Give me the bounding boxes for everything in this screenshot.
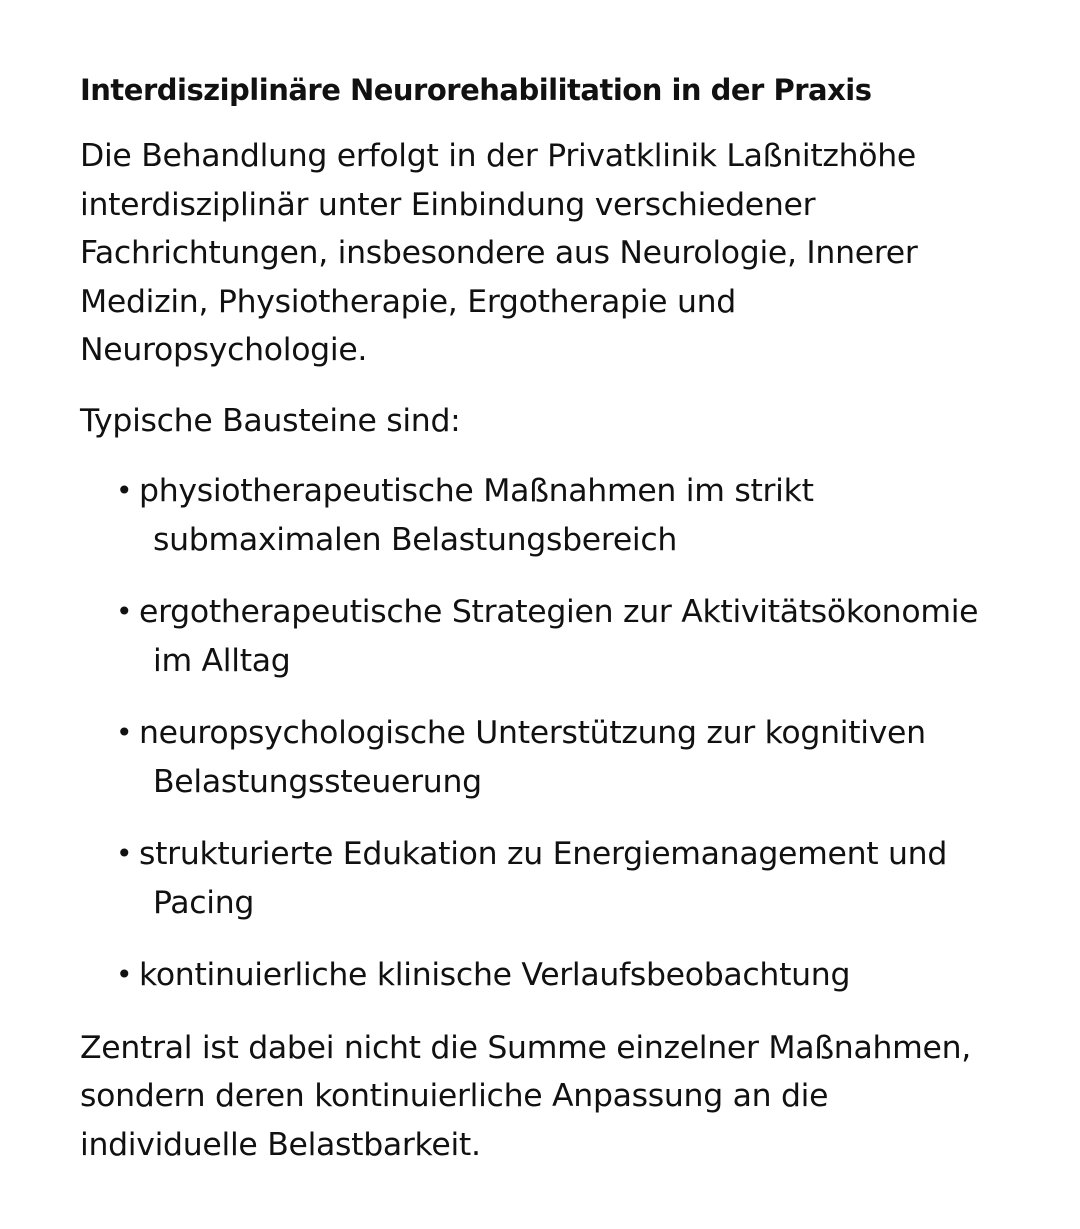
- bullet-line: strukturierte Edukation zu Energiemanagement und: [139, 836, 948, 872]
- closing-line: individuelle Belastbarkeit.: [80, 1126, 481, 1163]
- list-item: [116, 830, 999, 927]
- bullet-icon: •: [116, 474, 133, 507]
- intro-line: Fachrichtungen, insbesondere aus Neurologie, Innerer: [80, 235, 918, 271]
- bullet-line: submaximalen Belastungsbereich: [153, 521, 678, 558]
- bullet-icon: •: [116, 595, 133, 628]
- bullet-line: neuropsychologische Unterstützung zur kognitiven: [139, 715, 926, 751]
- bullet-line: ergotherapeutische Strategien zur Aktivitätsökonomie: [139, 594, 979, 630]
- closing-paragraph: [80, 1024, 1000, 1170]
- bullet-icon: •: [116, 837, 133, 870]
- intro-line: Die Behandlung erfolgt in der Privatklinik Laßnitzhöhe: [80, 138, 917, 174]
- list-item: [116, 951, 999, 1000]
- list-item: [116, 588, 999, 685]
- list-item: [116, 467, 999, 564]
- bullet-list: [80, 467, 1080, 1000]
- closing-line: sondern deren kontinuierliche Anpassung an die: [80, 1078, 829, 1114]
- bullet-line: physiotherapeutische Maßnahmen im strikt: [139, 473, 814, 509]
- intro-line: Medizin, Physiotherapie, Ergotherapie und: [80, 283, 736, 320]
- list-intro: Typische Bausteine sind:: [80, 402, 461, 439]
- list-item: [116, 709, 999, 806]
- intro-line: interdisziplinär unter Einbindung verschiedener: [80, 186, 816, 223]
- closing-line: Zentral ist dabei nicht die Summe einzelner Maßnahmen,: [80, 1029, 971, 1066]
- bullet-line: im Alltag: [153, 642, 291, 679]
- bullet-line: kontinuierliche klinische Verlaufsbeobachtung: [139, 957, 851, 993]
- bullet-line: Pacing: [153, 884, 255, 921]
- intro-line: Neuropsychologie.: [80, 332, 368, 368]
- bullet-icon: •: [116, 716, 133, 749]
- bullet-line: Belastungssteuerung: [153, 763, 482, 800]
- section-heading: Interdisziplinäre Neurorehabilitation in der Praxis: [80, 73, 872, 107]
- intro-paragraph: [80, 132, 1000, 375]
- bullet-icon: •: [116, 958, 133, 991]
